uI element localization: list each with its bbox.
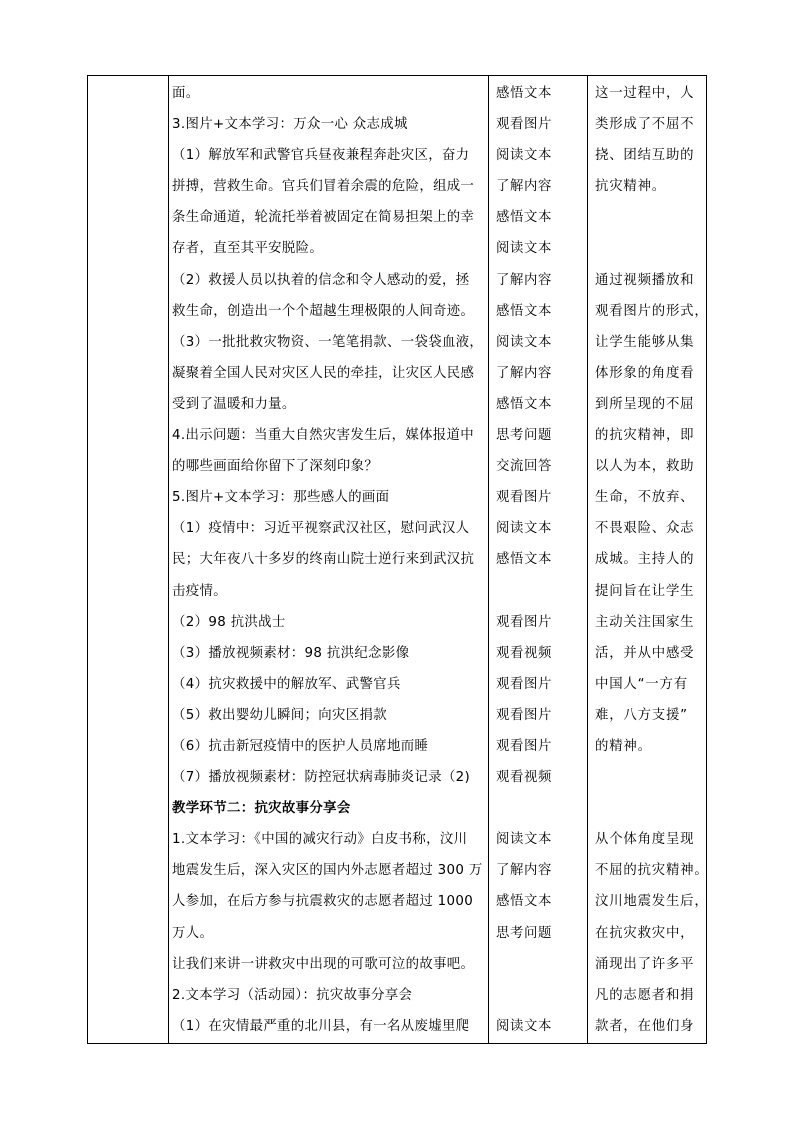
intent-line: 生命，不放弃、: [595, 490, 695, 506]
intent-line: 不畏艰险、众志: [595, 521, 695, 537]
intent-line: 难，八方支援”: [595, 707, 688, 723]
content-line: （1）疫情中：习近平视察武汉社区，慰问武汉人: [172, 521, 470, 537]
content-line: （2）救援人员以执着的信念和令人感动的爱，拯: [172, 272, 470, 288]
intent-line: 通过视频播放和: [595, 272, 695, 288]
activity-line: 观看图片: [496, 614, 552, 630]
content-line: （1）解放军和武警官兵昼夜兼程奔赴灾区，奋力: [172, 148, 470, 164]
intent-line: [595, 202, 705, 233]
activity-line: 观看图片: [496, 707, 552, 723]
teaching-content-column: [172, 78, 486, 1042]
content-line: 2.文本学习（活动园）：抗灾故事分享会: [172, 987, 413, 1003]
intent-line: [595, 793, 705, 824]
content-line: 拼搏，营救生命。官兵们冒着余震的危险，组成一: [172, 179, 475, 195]
content-line: 人参加，在后方参与抗震救灾的志愿者超过 1000: [172, 894, 474, 910]
intent-line: 不屈的抗灾精神。: [595, 863, 709, 879]
content-line: 的哪些画面给你留下了深刻印象？: [172, 459, 379, 475]
content-line: 让我们来讲一讲救灾中出现的可歌可泣的故事吧。: [172, 956, 475, 972]
intent-line: 观看图片的形式，: [595, 303, 709, 319]
intent-line: 在抗灾救灾中，: [595, 925, 695, 941]
intent-line: 中国人“一方有: [595, 676, 688, 692]
activity-line: 观看视频: [496, 770, 552, 786]
content-line: 地震发生后，深入灾区的国内外志愿者超过 300 万: [172, 863, 483, 879]
intent-line: 挠、团结互助的: [595, 148, 695, 164]
activity-line: [496, 576, 586, 607]
intent-line: 的精神。: [595, 738, 652, 754]
activity-line: 感悟文本: [496, 396, 552, 412]
content-line: （3）一批批救灾物资、一笔笔捐款、一袋袋血液，: [172, 334, 484, 350]
content-line: 4.出示问题：当重大自然灾害发生后，媒体报道中: [172, 428, 475, 444]
content-line: （7）播放视频素材：防控冠状病毒肺炎记录（2): [172, 770, 471, 786]
activity-line: 了解内容: [496, 863, 552, 879]
activity-line: 阅读文本: [496, 334, 552, 350]
activity-line: [496, 793, 586, 824]
content-line: （4）抗灾救援中的解放军、武警官兵: [172, 676, 401, 692]
activity-line: 阅读文本: [496, 241, 552, 257]
content-line: （6）抗击新冠疫情中的医护人员席地而睡: [172, 738, 429, 754]
activity-line: 观看图片: [496, 738, 552, 754]
activity-line: 交流回答: [496, 459, 552, 475]
activity-line: [496, 949, 586, 980]
content-line: 凝聚着全国人民对灾区人民的牵挂，让灾区人民感: [172, 365, 475, 381]
intent-line: 这一过程中，人: [595, 86, 695, 101]
intent-line: 的抗灾精神，即: [595, 428, 695, 444]
activity-line: 观看图片: [496, 676, 552, 692]
intent-line: 款者，在他们身: [595, 1018, 695, 1034]
activity-line: 了解内容: [496, 272, 552, 288]
activity-line: 阅读文本: [496, 1018, 552, 1034]
activity-line: 感悟文本: [496, 552, 552, 568]
activity-line: 观看图片: [496, 490, 552, 506]
intent-line: 活，并从中感受: [595, 645, 695, 661]
content-line: 击疫情。: [172, 583, 227, 599]
intent-line: 从个体角度呈现: [595, 832, 695, 848]
activity-line: 阅读文本: [496, 521, 552, 537]
activity-line: 观看视频: [496, 645, 552, 661]
column-divider: [488, 75, 489, 1044]
content-line: （2）98 抗洪战士: [172, 614, 286, 630]
intent-line: 类形成了不屈不: [595, 117, 695, 133]
intent-line: 凡的志愿者和捐: [595, 987, 695, 1003]
content-line: 面。: [172, 86, 200, 101]
student-activity-column: [496, 78, 586, 1042]
content-line: （1）在灾情最严重的北川县，有一名从废墟里爬: [172, 1018, 470, 1034]
content-line: 民；大年夜八十多岁的终南山院士逆行来到武汉抗: [172, 552, 475, 568]
activity-line: 感悟文本: [496, 303, 552, 319]
activity-line: [496, 980, 586, 1011]
content-line: （3）播放视频素材：98 抗洪纪念影像: [172, 645, 410, 661]
intent-line: 汶川地震发生后，: [595, 894, 709, 910]
activity-line: 观看图片: [496, 117, 552, 133]
activity-line: 思考问题: [496, 428, 552, 444]
content-line: 3.图片+文本学习：万众一心 众志成城: [172, 117, 408, 133]
intent-line: [595, 762, 705, 793]
activity-line: 了解内容: [496, 179, 552, 195]
activity-line: 思考问题: [496, 925, 552, 941]
content-line: 1.文本学习：《中国的减灾行动》白皮书称，汶川: [172, 832, 468, 848]
content-line: （5）救出婴幼儿瞬间；向灾区捐款: [172, 707, 387, 723]
content-line: 存者，直至其平安脱险。: [172, 241, 324, 257]
intent-line: 体形象的角度看: [595, 365, 695, 381]
design-intent-column: [595, 78, 709, 1042]
intent-line: 涌现出了许多平: [595, 956, 695, 972]
content-line: 受到了温暖和力量。: [172, 396, 296, 412]
intent-line: 以人为本，救助: [595, 459, 695, 475]
intent-line: 抗灾精神。: [595, 179, 666, 195]
intent-line: 提问旨在让学生: [595, 583, 695, 599]
activity-line: 阅读文本: [496, 148, 552, 164]
intent-line: 到所呈现的不屈: [595, 396, 695, 412]
intent-line: 成城。主持人的: [595, 552, 695, 568]
activity-line: 感悟文本: [496, 86, 552, 101]
content-line: 5.图片+文本学习：那些感人的画面: [172, 490, 390, 506]
column-divider: [587, 75, 588, 1044]
activity-line: 了解内容: [496, 365, 552, 381]
content-line: 条生命通道，轮流托举着被固定在简易担架上的幸: [172, 210, 475, 226]
intent-line: 让学生能够从集: [595, 334, 695, 350]
intent-line: [595, 233, 705, 264]
activity-line: 阅读文本: [496, 832, 552, 848]
column-divider: [168, 75, 169, 1044]
activity-line: 感悟文本: [496, 894, 552, 910]
content-line: 救生命，创造出一个个超越生理极限的人间奇迹。: [172, 303, 475, 319]
content-line: 万人。: [172, 925, 214, 941]
activity-line: 感悟文本: [496, 210, 552, 226]
section-heading: 教学环节二：抗灾故事分享会: [172, 801, 351, 817]
intent-line: 主动关注国家生: [595, 614, 695, 630]
